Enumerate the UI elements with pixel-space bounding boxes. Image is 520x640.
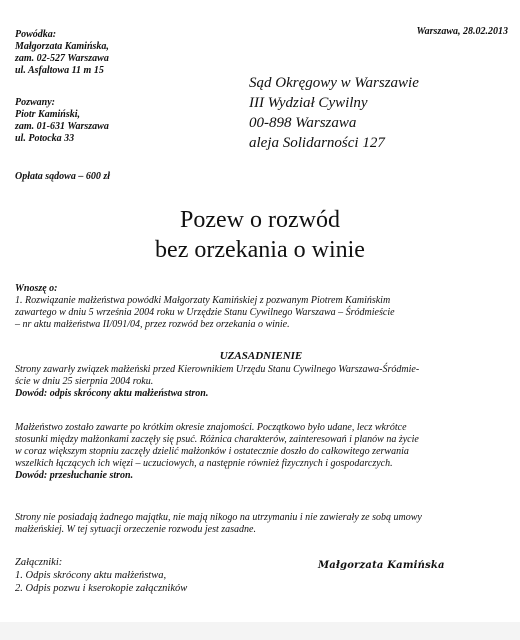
attachment-item-1: 1. Odpis skrócony aktu małżeństwa, bbox=[15, 570, 167, 581]
attachment-item-2: 2. Odpis pozwu i kserokopie załączników bbox=[15, 583, 188, 594]
request-line1: 1. Rozwiązanie małżeństwa powódki Małgorzaty Kamińskiej z pozwanym Piotrem Kamińskim bbox=[15, 295, 391, 306]
defendant-name: Piotr Kamiński, bbox=[15, 109, 81, 120]
justification-p2-line3: w coraz większym stopniu zaczęły dzielić małżonków i ostatecznie doszło do całkowitego zerwania bbox=[15, 446, 409, 457]
attachments bbox=[15, 556, 187, 595]
request-line3: – nr aktu małżeństwa II/091/04, przez rozwód bez orzekania o winie. bbox=[15, 319, 290, 330]
title-line2: bez orzekania o winie bbox=[155, 237, 365, 263]
plaintiff-name: Małgorzata Kamińska, bbox=[15, 41, 109, 52]
justification-p3-line1: Strony nie posiadają żadnego majątku, nie mają nikogo na utrzymaniu i nie zawierały ze sobą umowy bbox=[15, 512, 422, 523]
justification-p3-line2: małżeńskiej. W tej sytuacji orzeczenie rozwodu jest zasadne. bbox=[15, 524, 256, 535]
defendant-block bbox=[15, 97, 109, 145]
scan-bottom-edge bbox=[0, 622, 520, 640]
defendant-heading: Pozwany: bbox=[15, 97, 55, 108]
plaintiff-address-line2: ul. Asfaltowa 11 m 15 bbox=[15, 65, 104, 76]
place-date: Warszawa, 28.02.2013 bbox=[416, 26, 508, 37]
justification-paragraph-3 bbox=[15, 512, 507, 536]
court-line3: 00-898 Warszawa bbox=[249, 115, 357, 131]
justification-heading: UZASADNIENIE bbox=[219, 350, 303, 362]
evidence-1: Dowód: odpis skrócony aktu małżeństwa stron. bbox=[15, 388, 209, 399]
court-address bbox=[249, 73, 419, 153]
justification-p2-line1: Małżeństwo zostało zawarte po krótkim okresie znajomości. Początkowo było udane, lecz wkrótce bbox=[15, 422, 407, 433]
signature: Małgorzata Kamińska bbox=[318, 560, 445, 571]
justification-section bbox=[15, 350, 507, 400]
justification-p1-line2: ście w dniu 25 sierpnia 2004 roku. bbox=[15, 376, 154, 387]
court-line4: aleja Solidarności 127 bbox=[249, 135, 385, 151]
defendant-address-line2: ul. Potocka 33 bbox=[15, 133, 75, 144]
justification-p1-line1: Strony zawarły związek małżeński przed Kierownikiem Urzędu Stanu Cywilnego Warszawa-Śródmie- bbox=[15, 364, 420, 375]
plaintiff-heading: Powódka: bbox=[15, 29, 57, 40]
court-line2: III Wydział Cywilny bbox=[249, 95, 368, 111]
justification-paragraph-2 bbox=[15, 422, 507, 482]
request-line2: zawartego w dniu 5 września 2004 roku w Urzędzie Stanu Cywilnego Warszawa – Śródmieście bbox=[15, 307, 395, 318]
request-section bbox=[15, 283, 507, 331]
justification-p2-line2: stosunki między małżonkami zaczęły się psuć. Różnica charakterów, zainteresowań i planów na życie bbox=[15, 434, 419, 445]
court-fee: Opłata sądowa – 600 zł bbox=[15, 171, 111, 182]
defendant-address-line1: zam. 01-631 Warszawa bbox=[15, 121, 109, 132]
document-title bbox=[0, 205, 520, 265]
plaintiff-address-line1: zam. 02-527 Warszawa bbox=[15, 53, 109, 64]
title-line1: Pozew o rozwód bbox=[180, 207, 340, 233]
attachments-heading: Załączniki: bbox=[15, 557, 63, 568]
evidence-2: Dowód: przesłuchanie stron. bbox=[15, 470, 134, 481]
plaintiff-block bbox=[15, 29, 109, 77]
justification-p2-line4: wszelkich łączących ich więzi – uczuciowych, a następnie również fizycznych i gospodarczych. bbox=[15, 458, 393, 469]
request-heading: Wnoszę o: bbox=[15, 283, 58, 294]
court-line1: Sąd Okręgowy w Warszawie bbox=[249, 75, 419, 91]
